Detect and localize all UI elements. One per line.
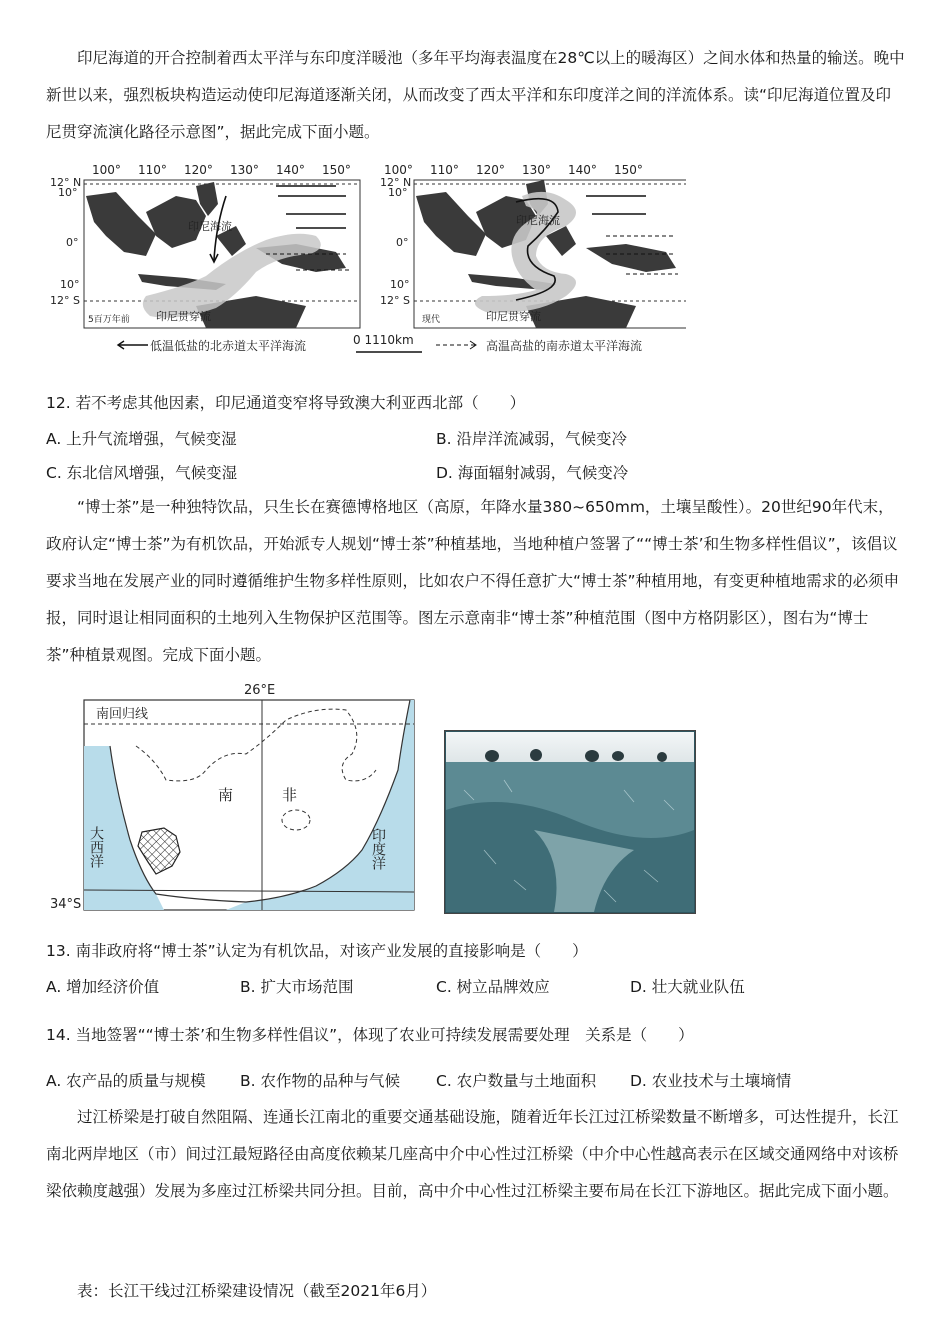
lat-label: 10°	[60, 278, 80, 291]
lon-label: 130°	[230, 163, 259, 177]
indian-label: 印度洋	[370, 828, 386, 870]
lat-label: 10°	[388, 186, 408, 199]
q13-option-a[interactable]: A. 增加经济价值	[46, 978, 160, 996]
country-label: 南	[218, 786, 234, 804]
q14-option-d[interactable]: D. 农业技术与土壤墒情	[630, 1072, 792, 1090]
lat-label: 0°	[396, 236, 409, 249]
lat-label: 12° S	[50, 294, 80, 307]
atlantic-label: 大西洋	[88, 826, 104, 868]
intro-paragraph-3: 过江桥梁是打破自然阻隔、连通长江南北的重要交通基础设施，随着近年长江过江桥梁数量不断增多，可达性提升，长江南北两岸地区（市）间过江最短路径由高度依赖某几座高中介中心性过江桥梁（中介中心性越高表示在区域交通网络中对该桥梁依赖度越强）发展为多座过江桥梁共同分担。目前，高中介中心性过江桥梁主要布局在长江下游地区。据此完成下面小题。	[46, 1108, 899, 1200]
map-panel-5ma	[84, 180, 360, 328]
lat-label: 12° S	[380, 294, 410, 307]
q14-stem: 14. 当地签署““博士茶’和生物多样性倡议”，体现了农业可持续发展需要处理 关系是（ ）	[46, 1026, 694, 1044]
south-africa-map	[46, 680, 418, 915]
indonesia-seaway-map	[46, 156, 686, 358]
lat-label: 0°	[66, 236, 79, 249]
rooibos-landscape-photo	[444, 730, 696, 914]
lon-label: 100°	[384, 163, 413, 177]
lat-label: 12° N	[380, 176, 412, 189]
q14-option-a[interactable]: A. 农产品的质量与规模	[46, 1072, 206, 1090]
panel-caption: 5百万年前	[88, 315, 130, 325]
lat-label: 10°	[390, 278, 410, 291]
lon-label: 150°	[614, 163, 643, 177]
q13-option-b[interactable]: B. 扩大市场范围	[240, 978, 354, 996]
q13-stem: 13. 南非政府将“博士茶”认定为有机饮品，对该产业发展的直接影响是（ ）	[46, 942, 588, 960]
q13-option-d[interactable]: D. 壮大就业队伍	[630, 978, 745, 996]
q14-option-b[interactable]: B. 农作物的品种与气候	[240, 1072, 400, 1090]
lon-label: 120°	[476, 163, 505, 177]
lon-label: 110°	[138, 163, 167, 177]
lat-label: 12° N	[50, 176, 82, 189]
lat-label: 10°	[58, 186, 78, 199]
q14-option-c[interactable]: C. 农户数量与土地面积	[436, 1072, 597, 1090]
map-panel-modern	[414, 180, 686, 328]
lon-label: 100°	[92, 163, 121, 177]
panel-caption: 现代	[422, 315, 441, 325]
intro-paragraph-1: 印尼海道的开合控制着西太平洋与东印度洋暖池（多年平均海表温度在28℃以上的暖海区）之间水体和热量的输送。晚中新世以来，强烈板块构造运动使印尼海道逐渐关闭，从而改变了西太平洋和东印度洋之间的洋流体系。读“印尼海道位置及印尼贯穿流演化路径示意图”，据此完成下面小题。	[46, 49, 905, 141]
lat-label-34s: 34°S	[50, 897, 82, 912]
lon-label: 110°	[430, 163, 459, 177]
q12-option-d[interactable]: D. 海面辐射减弱，气候变冷	[436, 464, 629, 482]
legend-cold-current: 低温低盐的北赤道太平洋海流	[150, 339, 307, 353]
strait-label: 印尼海流	[188, 220, 232, 233]
throughflow-label: 印尼贯穿流	[156, 310, 211, 323]
lon-label: 150°	[322, 163, 351, 177]
q13-option-c[interactable]: C. 树立品牌效应	[436, 978, 550, 996]
throughflow-label: 印尼贯穿流	[486, 310, 541, 323]
lon-label-26e: 26°E	[244, 683, 276, 698]
map-legend	[118, 333, 642, 353]
q12-option-b[interactable]: B. 沿岸洋流减弱，气候变冷	[436, 430, 627, 448]
lon-label: 140°	[276, 163, 305, 177]
tropic-label: 南回归线	[96, 707, 149, 722]
intro-paragraph-2: “博士茶”是一种独特饮品，只生长在赛德博格地区（高原，年降水量380~650mm，土壤呈酸性）。20世纪90年代末，政府认定“博士茶”为有机饮品，开始派专人规划“博士茶”种植基地，当地种植户签署了““博士茶’和生物多样性倡议”，该倡议要求当地在发展产业的同时遵循维护生物多样性原则，比如农户不得任意扩大“博士茶”种植用地，有变更种植地需求的必须申报，同时退让相同面积的土地列入生物保护区范围等。图左示意南非“博士茶”种植范围（图中方格阴影区），图右为“博士茶”种植景观图。完成下面小题。	[46, 498, 900, 664]
lon-label: 140°	[568, 163, 597, 177]
table-caption: 表：长江干线过江桥梁建设情况（截至2021年6月）	[77, 1282, 437, 1300]
q12-option-c[interactable]: C. 东北信风增强，气候变湿	[46, 464, 238, 482]
country-label: 非	[282, 786, 298, 804]
lon-label: 120°	[184, 163, 213, 177]
strait-label: 印尼海流	[516, 214, 560, 227]
legend-warm-current: 高温高盐的南赤道太平洋海流	[486, 339, 643, 353]
q12-stem: 12. 若不考虑其他因素，印尼通道变窄将导致澳大利亚西北部（ ）	[46, 394, 526, 412]
q12-option-a[interactable]: A. 上升气流增强，气候变湿	[46, 430, 237, 448]
scale-bar: 0 1110km	[353, 333, 414, 347]
lon-label: 130°	[522, 163, 551, 177]
